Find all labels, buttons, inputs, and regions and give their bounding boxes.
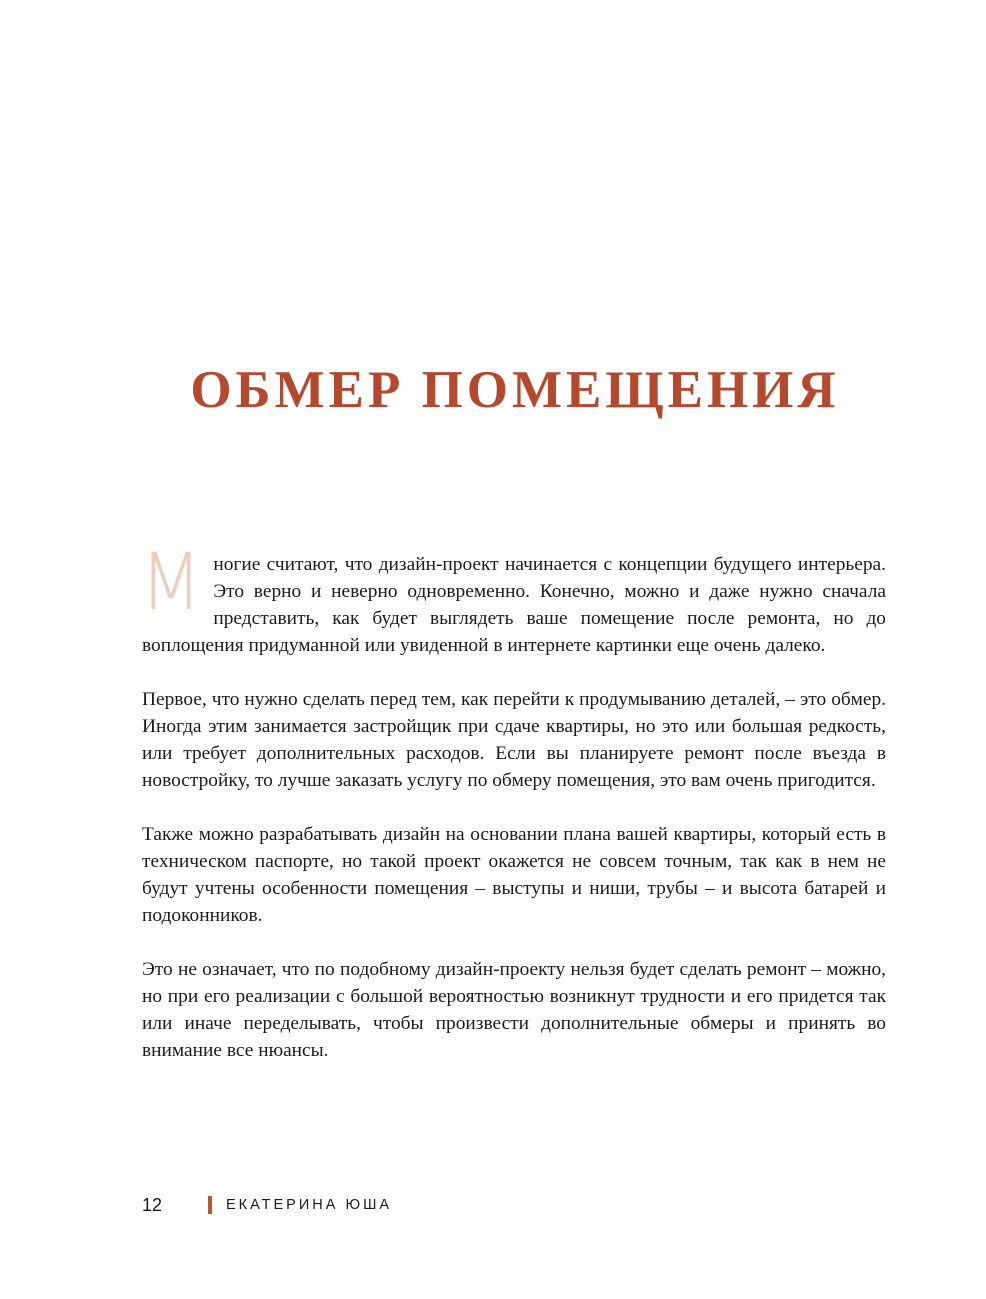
page-number: 12 [142, 1194, 163, 1215]
page-title: ОБМЕР ПОМЕЩЕНИЯ [190, 361, 840, 419]
paragraph-1 [140, 538, 886, 659]
paragraph-1-text: ногие считают, что дизайн-проект начинается с концепции будущего интерьера. Это верно и неверно одновременно. Конечно, можно и даже нужно сначала представить, как будет выглядеть ваше помещение после ремонта, но до воплощения придуманной или увиденной в интернете картинки еще очень далеко. [142, 554, 886, 656]
paragraph-3: Также можно разрабатывать дизайн на основании плана вашей квартиры, который есть в техническом паспорте, но такой проект окажется не совсем точным, так как в нем не будут учтены особенности помещения – выступы и ниши, трубы – и высота батарей и подоконников. [142, 824, 886, 926]
drop-cap: М [140, 538, 202, 628]
page-footer [142, 1190, 392, 1220]
body-text [140, 538, 886, 1091]
footer-accent-bar [208, 1196, 212, 1214]
paragraph-4: Это не означает, что по подобному дизайн-проекту нельзя будет сделать ремонт – можно, но при его реализации с большой вероятностью возникнут трудности и его придется так или иначе переделывать, чтобы произвести дополнительные обмеры и принять во внимание все нюансы. [142, 959, 886, 1061]
author-name: ЕКАТЕРИНА ЮША [226, 1197, 393, 1213]
paragraph-2: Первое, что нужно сделать перед тем, как перейти к продумыванию деталей, – это обмер. Иногда этим занимается застройщик при сдаче квартиры, но это или большая редкость, или требует дополнительных расходов. Если вы планируете ремонт после въезда в новостройку, то лучше заказать услугу по обмеру помещения, это вам очень пригодится. [142, 689, 886, 791]
